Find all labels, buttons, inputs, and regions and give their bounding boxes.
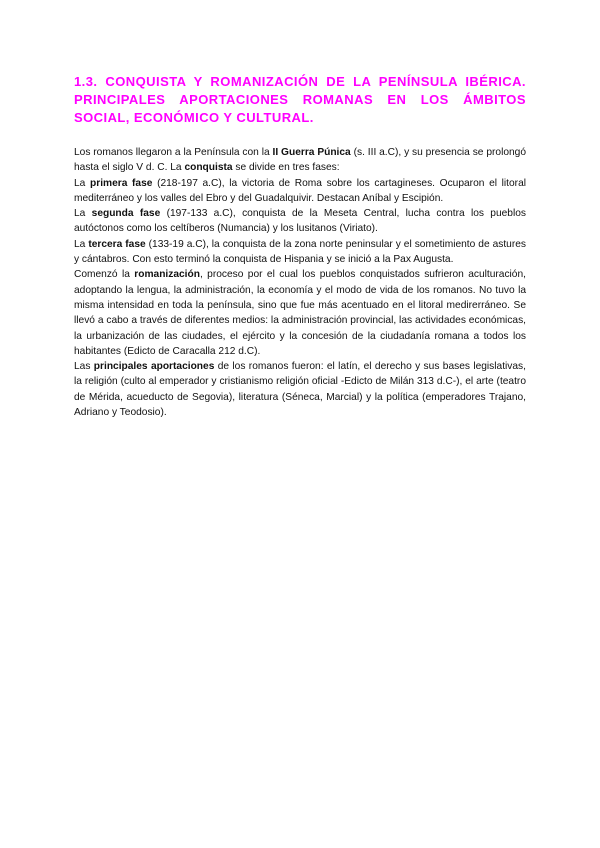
text-run: (218-197 a.C), la victoria de Roma sobre los cartagineses. Ocuparon el litoral mediterráneo y los valles del Ebro y del Guadalquivir. Destacan Aníbal y Escipión. (74, 177, 526, 204)
text-run: Las (74, 361, 94, 373)
bold-term-tercera-fase: tercera fase (88, 238, 146, 250)
text-run: Comenzó la (74, 269, 135, 281)
paragraph-primera-fase (74, 176, 526, 207)
text-run: Los romanos llegaron a la Península con la (74, 147, 273, 158)
text-run: se divide en tres fases: (232, 162, 340, 174)
bold-term-primera-fase: primera fase (90, 177, 153, 189)
text-run: La (74, 177, 90, 189)
paragraph-intro (74, 145, 526, 176)
bold-term-conquista: conquista (184, 162, 233, 174)
text-run: , proceso por el cual los pueblos conquistados sufrieron aculturación, adoptando la lengua, la administración, la economía y el modo de vida de los romanos. No tuvo la misma intensidad en toda la península, sino que fue más acentuado en el litoral medirerráneo. Se llevó a cabo a través de diferentes medios: la administración provincial, las actividades económicas, la urbanización de las ciudades, el ejército y la concesión de la ciudadanía romana a todos los habitantes (Edicto de Caracalla 212 d.C). (74, 269, 526, 357)
bold-term-guerra-punica: II Guerra Púnica (272, 147, 351, 158)
document-body (74, 145, 526, 420)
text-run: (s. III a.C), y su presencia se prolongó hasta el siglo V d. C. La (74, 147, 526, 174)
paragraph-aportaciones (74, 359, 526, 420)
bold-term-principales-aportaciones: principales aportaciones (93, 361, 215, 373)
paragraph-romanizacion (74, 267, 526, 359)
text-run: de los romanos fueron: el latín, el derecho y sus bases legislativas, la religión (culto al emperador y cristianismo religión oficial -Edicto de Milán 313 d.C-), el arte (teatro de Mérida, acueducto de Segovia), literatura (Séneca, Marcial) y la política (emperadores Trajano, Adriano y Teodosio). (74, 361, 526, 419)
page-title: 1.3. CONQUISTA Y ROMANIZACIÓN DE LA PENÍNSULA IBÉRICA. PRINCIPALES APORTACIONES ROMANAS EN LOS ÁMBITOS SOCIAL, ECONÓMICO Y CULTURAL. (74, 74, 526, 125)
text-run: (133-19 a.C), la conquista de la zona norte peninsular y el sometimiento de astures y cántabros. Con esto terminó la conquista de Hispania y se inició a la Pax Augusta. (74, 238, 526, 266)
paragraph-tercera-fase (74, 237, 526, 268)
bold-term-segunda-fase: segunda fase (91, 208, 161, 220)
text-run: (197-133 a.C), conquista de la Meseta Central, lucha contra los pueblos autóctonos como los celtíberos (Numancia) y los lusitanos (Viriato). (74, 208, 526, 235)
text-run: La (74, 208, 92, 220)
paragraph-segunda-fase (74, 206, 526, 237)
text-run: La (74, 238, 89, 250)
bold-term-romanizacion: romanización (134, 269, 200, 281)
